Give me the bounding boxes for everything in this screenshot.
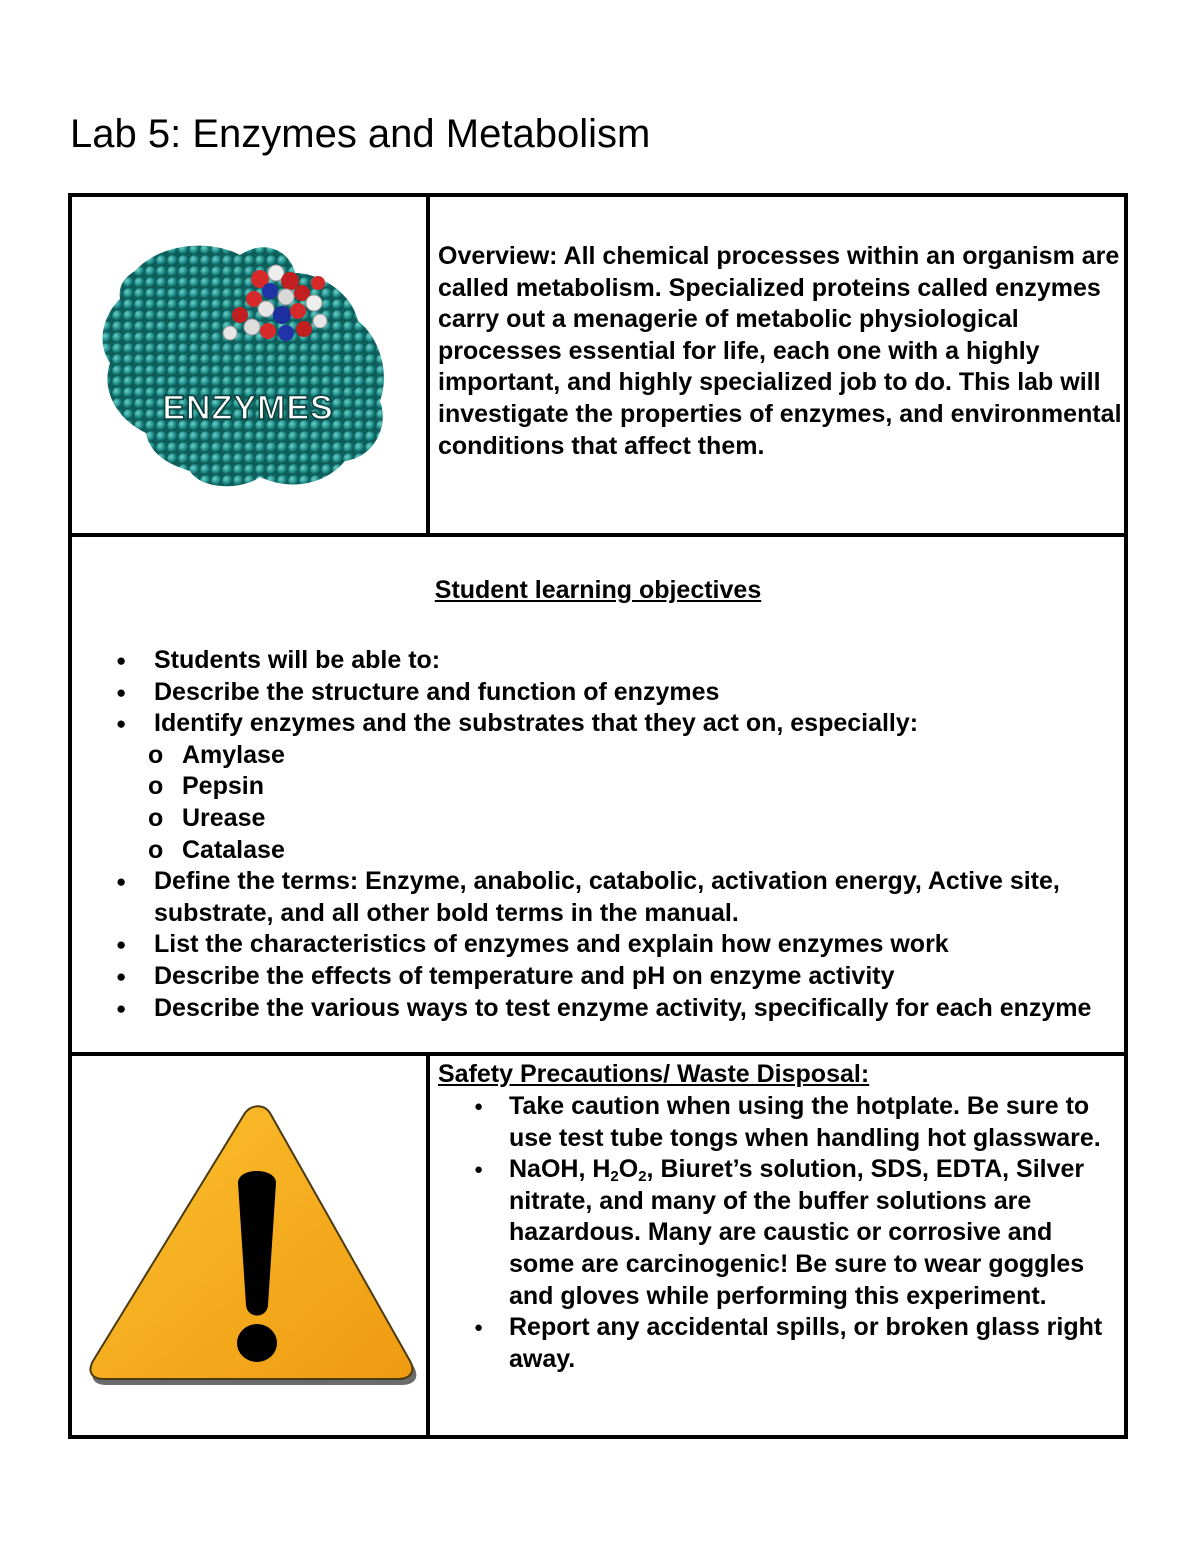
enzyme-molecule-icon [90,233,410,493]
safety-list [472,1091,1122,1375]
list-item: ● Report any accidental spills, or broken glass right away. [472,1312,1122,1375]
list-item: ● Describe the effects of temperature and pH on enzyme activity [112,961,1112,993]
col-divider-bottom [426,1056,430,1435]
row-divider-1 [72,533,1124,537]
list-item: o Pepsin [112,771,1112,803]
list-item: ● Describe the various ways to test enzyme activity, specifically for each enzyme [112,993,1112,1025]
list-item: ● List the characteristics of enzymes and explain how enzymes work [112,929,1112,961]
row-divider-2 [72,1052,1124,1056]
lab-info-table [68,193,1128,1439]
list-item: o Amylase [112,740,1112,772]
list-item: ● Identify enzymes and the substrates that they act on, especially: o Amylase o Pepsin o Urease o Catalase [112,708,1112,866]
objectives-list [112,645,1112,1024]
warning-icon [88,1105,422,1387]
page-title: Lab 5: Enzymes and Metabolism [70,112,651,156]
list-item: o Urease [112,803,1112,835]
list-item: ● Take caution when using the hotplate. Be sure to use test tube tongs when handling hot glassware. [472,1091,1122,1154]
list-item: ● NaOH, $H_2O_2$, Biuret’s solution, SDS, EDTA, Silver nitrate, and many of the buffer solutions are hazardous. Many are caustic or corrosive and some are carcinogenic! Be sure to wear goggles and gloves while performing this experiment. [472,1154,1122,1312]
overview-text: Overview: All chemical processes within an organism are called metabolism. Specialized proteins called enzymes carry out a menagerie of metabolic physiological processes essential for life, each one with a highly important, and highly specialized job to do. This lab will investigate the properties of enzymes, and environmental conditions that affect them. [438,242,1122,460]
warning-sign [88,1105,422,1387]
list-item: ● Define the terms: Enzyme, anabolic, catabolic, activation energy, Active site, substrate, and all other bold terms in the manual. [112,866,1112,929]
safety-heading: Safety Precautions/ Waste Disposal: [438,1060,870,1088]
list-item: o Catalase [112,835,1112,867]
enzyme-illustration [90,233,410,493]
enzymes-label: ENZYMES [162,389,334,427]
objectives-heading: Student learning objectives [434,576,762,604]
enzyme-sublist [112,740,1112,866]
list-item: ● Students will be able to: [112,645,1112,677]
list-item: ● Describe the structure and function of enzymes [112,677,1112,709]
col-divider-top [426,197,430,533]
